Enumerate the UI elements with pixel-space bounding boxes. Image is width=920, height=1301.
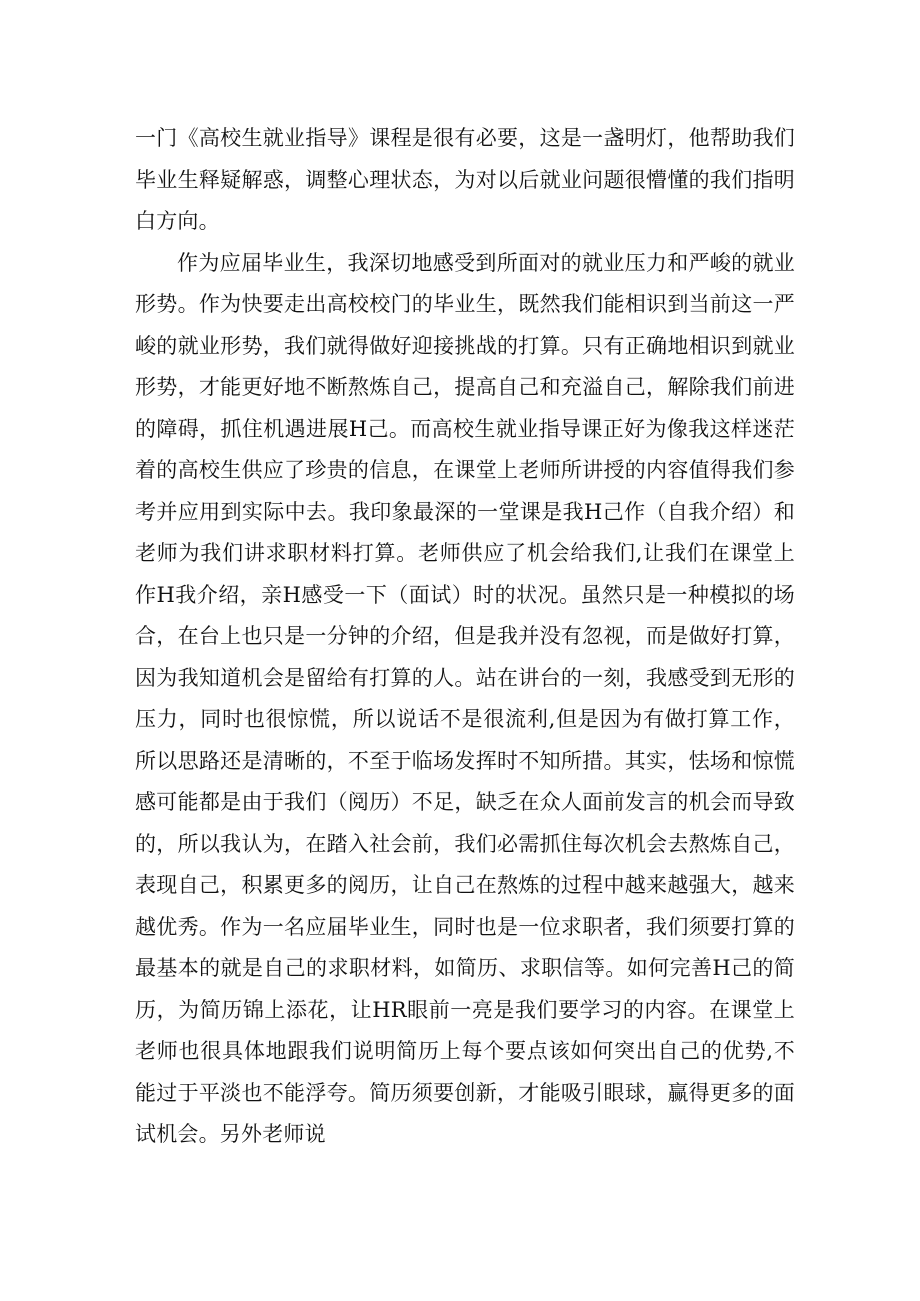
- paragraph-main: 作为应届毕业生，我深切地感受到所面对的就业压力和严峻的就业形势。作为快要走出高校校门的毕业生，既然我们能相识到当前这一严峻的就业形势，我们就得做好迎接挑战的打算。只有正确地相识到就业形势，才能更好地不断熬炼自己，提高自己和充溢自己，解除我们前进的障碍，抓住机遇进展H己。而高校生就业指导课正好为像我这样迷茫着的高校生供应了珍贵的信息，在课堂上老师所讲授的内容值得我们参考并应用到实际中去。我印象最深的一堂课是我H己作（自我介绍）和老师为我们讲求职材料打算。老师供应了机会给我们,让我们在课堂上作H我介绍，亲H感受一下（面试）时的状况。虽然只是一种模拟的场合，在台上也只是一分钟的介绍，但是我并没有忽视，而是做好打算，因为我知道机会是留给有打算的人。站在讲台的一刻，我感受到无形的压力，同时也很惊慌，所以说话不是很流利,但是因为有做打算工作，所以思路还是清晰的，不至于临场发挥时不知所措。其实，怯场和惊慌感可能都是由于我们（阅历）不足，缺乏在众人面前发言的机会而导致的，所以我认为，在踏入社会前，我们必需抓住每次机会去熬炼自己，表现自己，积累更多的阅历，让自己在熬炼的过程中越来越强大，越来越优秀。作为一名应届毕业生，同时也是一位求职者，我们须要打算的最基本的就是自己的求职材料，如简历、求职信等。如何完善H己的简历，为简历锦上添花，让HR眼前一亮是我们要学习的内容。在课堂上老师也很具体地跟我们说明简历上每个要点该如何突出自己的优势,不能过于平淡也不能浮夸。简历须要创新，才能吸引眼球，赢得更多的面试机会。另外老师说: [135, 250, 795, 1146]
- document-body: [135, 118, 795, 1156]
- paragraph-continued: 一门《高校生就业指导》课程是很有必要，这是一盏明灯，他帮助我们毕业生释疑解惑，调整心理状态，为对以后就业问题很懵懂的我们指明白方向。: [135, 126, 795, 233]
